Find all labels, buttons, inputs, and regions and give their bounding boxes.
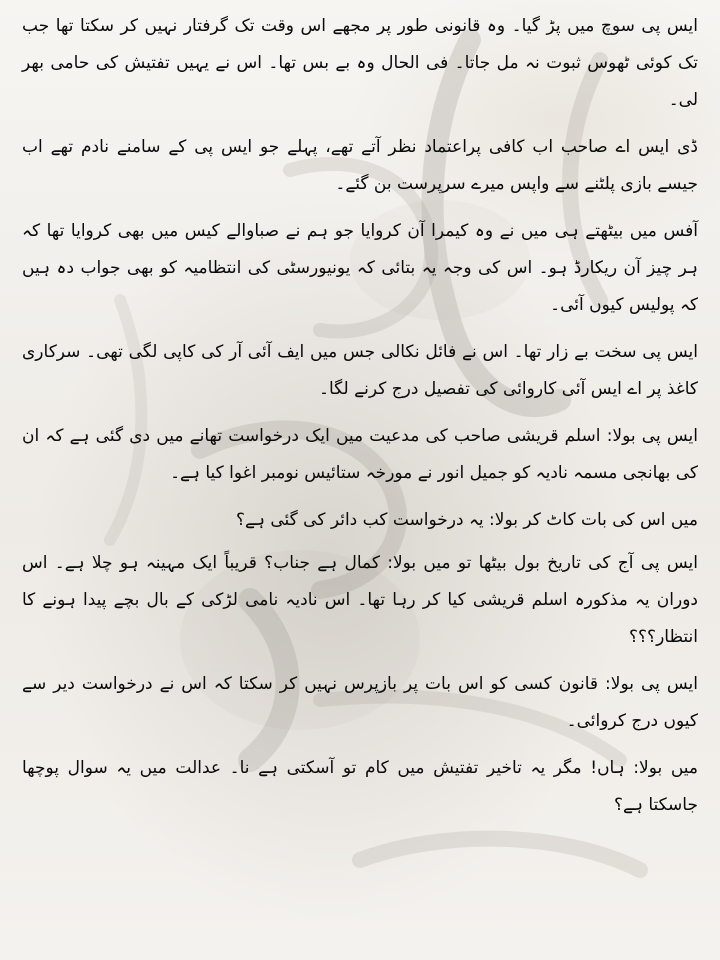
paragraph-7: ایس پی آج کی تاریخ بول بیٹھا تو میں بولا: کمال ہے جناب؟ قریباً ایک مہینہ ہو چلا ہے۔ اس دوران یہ مذکورہ اسلم قریشی کیا کر رہا تھا۔ اس نادیہ نامی لڑکی کے بال بچے پیدا ہونے کا انتظار؟؟؟ (22, 553, 698, 647)
paragraph-5: ایس پی بولا: اسلم قریشی صاحب کی مدعیت میں ایک درخواست تھانے میں دی گئی ہے کہ ان کی بھانجی مسمہ نادیہ کو جمیل انور نے مورخہ ستائیس نومبر اغوا کیا ہے۔ (22, 426, 698, 483)
paragraph-9: میں بولا: ہاں! مگر یہ تاخیر تفتیش میں کام تو آسکتی ہے نا۔ عدالت میں یہ سوال پوچھا جاسکتا ہے؟ (22, 758, 698, 815)
paragraph-3: آفس میں بیٹھتے ہی میں نے وہ کیمرا آن کروایا جو ہم نے صباوالے کیس میں بھی کروایا تھا کہ ہر چیز آن ریکارڈ ہو۔ اس کی وجہ یہ بتائی کہ یونیورسٹی کی انتظامیہ کو بھی جواب دہ ہیں کہ پولیس کیوں آئی۔ (22, 221, 698, 315)
paragraph-2: ڈی ایس اے صاحب اب کافی پراعتماد نظر آتے تھے، پہلے جو ایس پی کے سامنے نادم تھے اب جیسے بازی پلٹنے سے واپس میرے سرپرست بن گئے۔ (22, 137, 698, 194)
paragraph-4: ایس پی سخت بے زار تھا۔ اس نے فائل نکالی جس میں ایف آئی آر کی کاپی لگی تھی۔ سرکاری کاغذ پر اے ایس آئی کاروائی کی تفصیل درج کرنے لگا۔ (22, 342, 698, 399)
story-text (22, 8, 698, 834)
paragraph-1: ایس پی سوچ میں پڑ گیا۔ وہ قانونی طور پر مجھے اس وقت تک گرفتار نہیں کر سکتا تھا جب تک کوئی ٹھوس ثبوت نہ مل جاتا۔ فی الحال وہ بے بس تھا۔ اس نے یہیں تفتیش کی حامی بھر لی۔ (22, 16, 698, 110)
paragraph-8: ایس پی بولا: قانون کسی کو اس بات پر بازپرس نہیں کر سکتا کہ اس نے درخواست دیر سے کیوں درج کروائی۔ (22, 674, 698, 731)
paragraph-6: میں اس کی بات کاٹ کر بولا: یہ درخواست کب دائر کی گئی ہے؟ (236, 510, 698, 530)
